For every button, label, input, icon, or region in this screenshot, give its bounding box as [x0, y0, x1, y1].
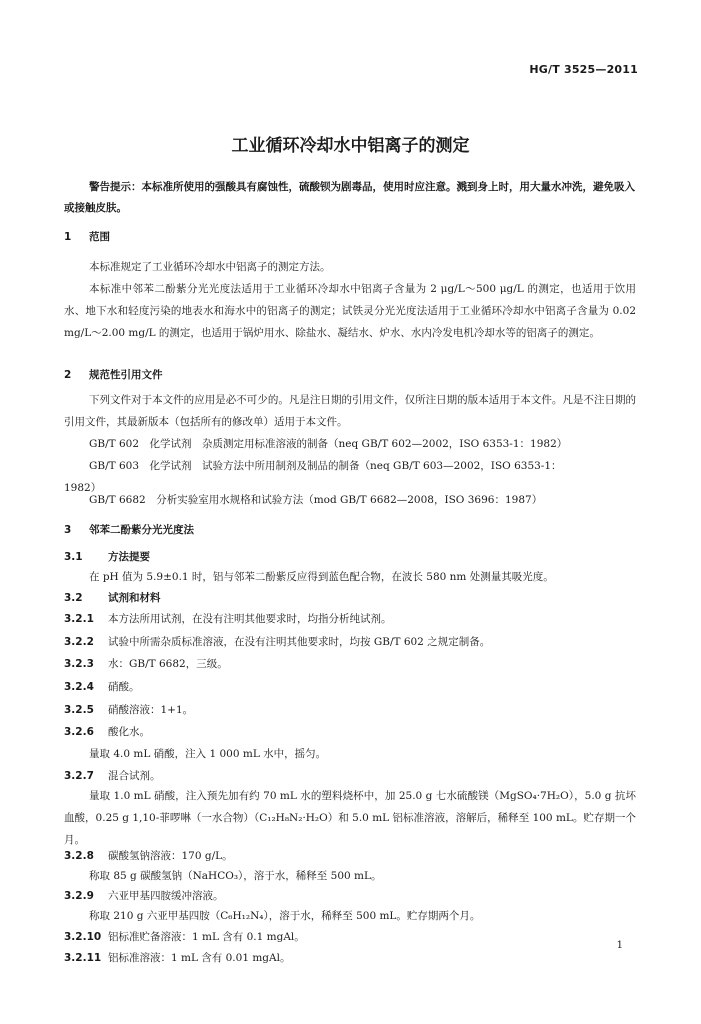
clause-3-2-5-text: 硝酸溶液：1+1。	[108, 704, 194, 716]
clause-3-2-1-number: 3.2.1	[64, 613, 94, 625]
section-1-title: 范围	[89, 231, 110, 243]
clause-3-2-9-number: 3.2.9	[64, 890, 94, 902]
clause-3-2-number: 3.2	[64, 592, 83, 604]
clause-3-1-text: 在 pH 值为 5.9±0.1 时，铝与邻苯二酚紫反应得到蓝色配合物，在波长 580 nm 处测量其吸光度。	[89, 571, 554, 583]
clause-3-2-4-text: 硝酸。	[108, 681, 140, 693]
clause-3-2-8	[64, 848, 636, 863]
section-1-para-2: 本标准中邻苯二酚紫分光光度法适用于工业循环冷却水中铝离子含量为 2 μg/L～500 μg/L 的测定，也适用于饮用水、地下水和轻度污染的地表水和海水中的铝离子的测定；试铁灵分光光度法适用于工业循环冷却水中铝离子含量为 0.02 mg/L～2.00 mg/L 的测定，也适用于锅炉用水、除盐水、凝结水、炉水、水内冷发电机冷却水等的铝离子的测定。	[64, 283, 636, 339]
section-2-number: 2	[64, 369, 72, 381]
clause-3-2-11-number: 3.2.11	[64, 952, 102, 964]
clause-3-2-heading	[64, 590, 636, 605]
clause-3-2-9-body: 称取 210 g 六亚甲基四胺（C₆H₁₂N₄），溶于水，稀释至 500 mL。贮存期两个月。	[89, 910, 481, 922]
clause-3-2-7-text: 混合试剂。	[108, 770, 161, 782]
clause-3-2-4-number: 3.2.4	[64, 681, 94, 693]
clause-3-2-7-body: 量取 1.0 mL 硝酸，注入预先加有约 70 mL 水的塑料烧杯中，加 25.0 g 七水硫酸镁（MgSO₄·7H₂O），5.0 g 抗坏血酸，0.25 g 1,10-菲啰啉（一水合物）（C₁₂H₈N₂·H₂O）和 5.0 mL 铝标准溶液，溶解后，稀释至 100 mL。贮存期一个月。	[64, 790, 636, 846]
section-2-para-1: 下列文件对于本文件的应用是必不可少的。凡是注日期的引用文件，仅所注日期的版本适用于本文件。凡是不注日期的引用文件，其最新版本（包括所有的修改单）适用于本文件。	[64, 394, 636, 428]
clause-3-2-7-number: 3.2.7	[64, 770, 94, 782]
clause-3-2-2	[64, 634, 636, 649]
clause-3-2-6	[64, 724, 636, 739]
clause-3-2-8-text: 碳酸氢钠溶液：170 g/L。	[108, 850, 233, 862]
clause-3-2-3-text: 水：GB/T 6682，三级。	[108, 658, 228, 670]
warning-note: 警告提示：本标准所使用的强酸具有腐蚀性，硫酸钡为剧毒品，使用时应注意。溅到身上时，用大量水冲洗，避免吸入或接触皮肤。	[64, 181, 635, 214]
clause-3-1-title: 方法提要	[108, 551, 150, 563]
clause-3-2-11-text: 铝标准溶液：1 mL 含有 0.01 mgAl。	[108, 952, 291, 964]
section-1-heading	[64, 229, 110, 244]
page-number: 1	[616, 940, 623, 951]
clause-3-2-10	[64, 929, 636, 944]
clause-3-2-3	[64, 656, 636, 671]
clause-3-2-8-number: 3.2.8	[64, 850, 94, 862]
document-title: 工业循环冷却水中铝离子的测定	[231, 136, 470, 156]
section-2-title: 规范性引用文件	[89, 369, 163, 381]
clause-3-2-6-body: 量取 4.0 mL 硝酸，注入 1 000 mL 水中，摇匀。	[89, 748, 327, 760]
clause-3-2-9	[64, 888, 636, 903]
clause-3-2-3-number: 3.2.3	[64, 658, 94, 670]
section-3-title: 邻苯二酚紫分光光度法	[89, 524, 194, 536]
clause-3-2-7	[64, 768, 636, 783]
clause-3-1-number: 3.1	[64, 551, 83, 563]
clause-3-2-5	[64, 702, 636, 717]
clause-3-2-10-number: 3.2.10	[64, 931, 102, 943]
clause-3-2-1-text: 本方法所用试剂，在没有注明其他要求时，均指分析纯试剂。	[108, 613, 392, 625]
reference-gbt-602: GB/T 602 化学试剂 杂质测定用标准溶液的制备（neq GB/T 602—2002，ISO 6353-1：1982）	[89, 438, 568, 450]
clause-3-2-2-text: 试验中所需杂质标准溶液，在没有注明其他要求时，均按 GB/T 602 之规定制备。	[108, 636, 491, 648]
reference-gbt-603-cont: 1982）	[64, 482, 102, 494]
clause-3-2-6-number: 3.2.6	[64, 726, 94, 738]
clause-3-2-6-text: 酸化水。	[108, 726, 150, 738]
clause-3-2-2-number: 3.2.2	[64, 636, 94, 648]
clause-3-2-4	[64, 679, 636, 694]
clause-3-2-8-body: 称取 85 g 碳酸氢钠（NaHCO₃），溶于水，稀释至 500 mL。	[89, 870, 382, 882]
section-1-number: 1	[64, 231, 72, 243]
reference-gbt-6682: GB/T 6682 分析实验室用水规格和试验方法（mod GB/T 6682—2008，ISO 3696：1987）	[89, 494, 543, 506]
clause-3-2-10-text: 铝标准贮备溶液：1 mL 含有 0.1 mgAl。	[108, 931, 305, 943]
clause-3-2-9-text: 六亚甲基四胺缓冲溶液。	[108, 890, 224, 902]
section-3-heading	[64, 522, 194, 537]
standard-code: HG/T 3525—2011	[529, 63, 638, 76]
clause-3-2-5-number: 3.2.5	[64, 704, 94, 716]
section-2-heading	[64, 367, 163, 382]
clause-3-1-heading	[64, 549, 636, 564]
clause-3-2-1	[64, 611, 636, 626]
clause-3-2-title: 试剂和材料	[108, 592, 161, 604]
section-3-number: 3	[64, 524, 72, 536]
reference-gbt-603: GB/T 603 化学试剂 试验方法中所用制剂及制品的制备（neq GB/T 603—2002，ISO 6353-1：	[89, 460, 562, 472]
clause-3-2-11	[64, 950, 636, 965]
section-1-para-1: 本标准规定了工业循环冷却水中铝离子的测定方法。	[89, 261, 331, 273]
